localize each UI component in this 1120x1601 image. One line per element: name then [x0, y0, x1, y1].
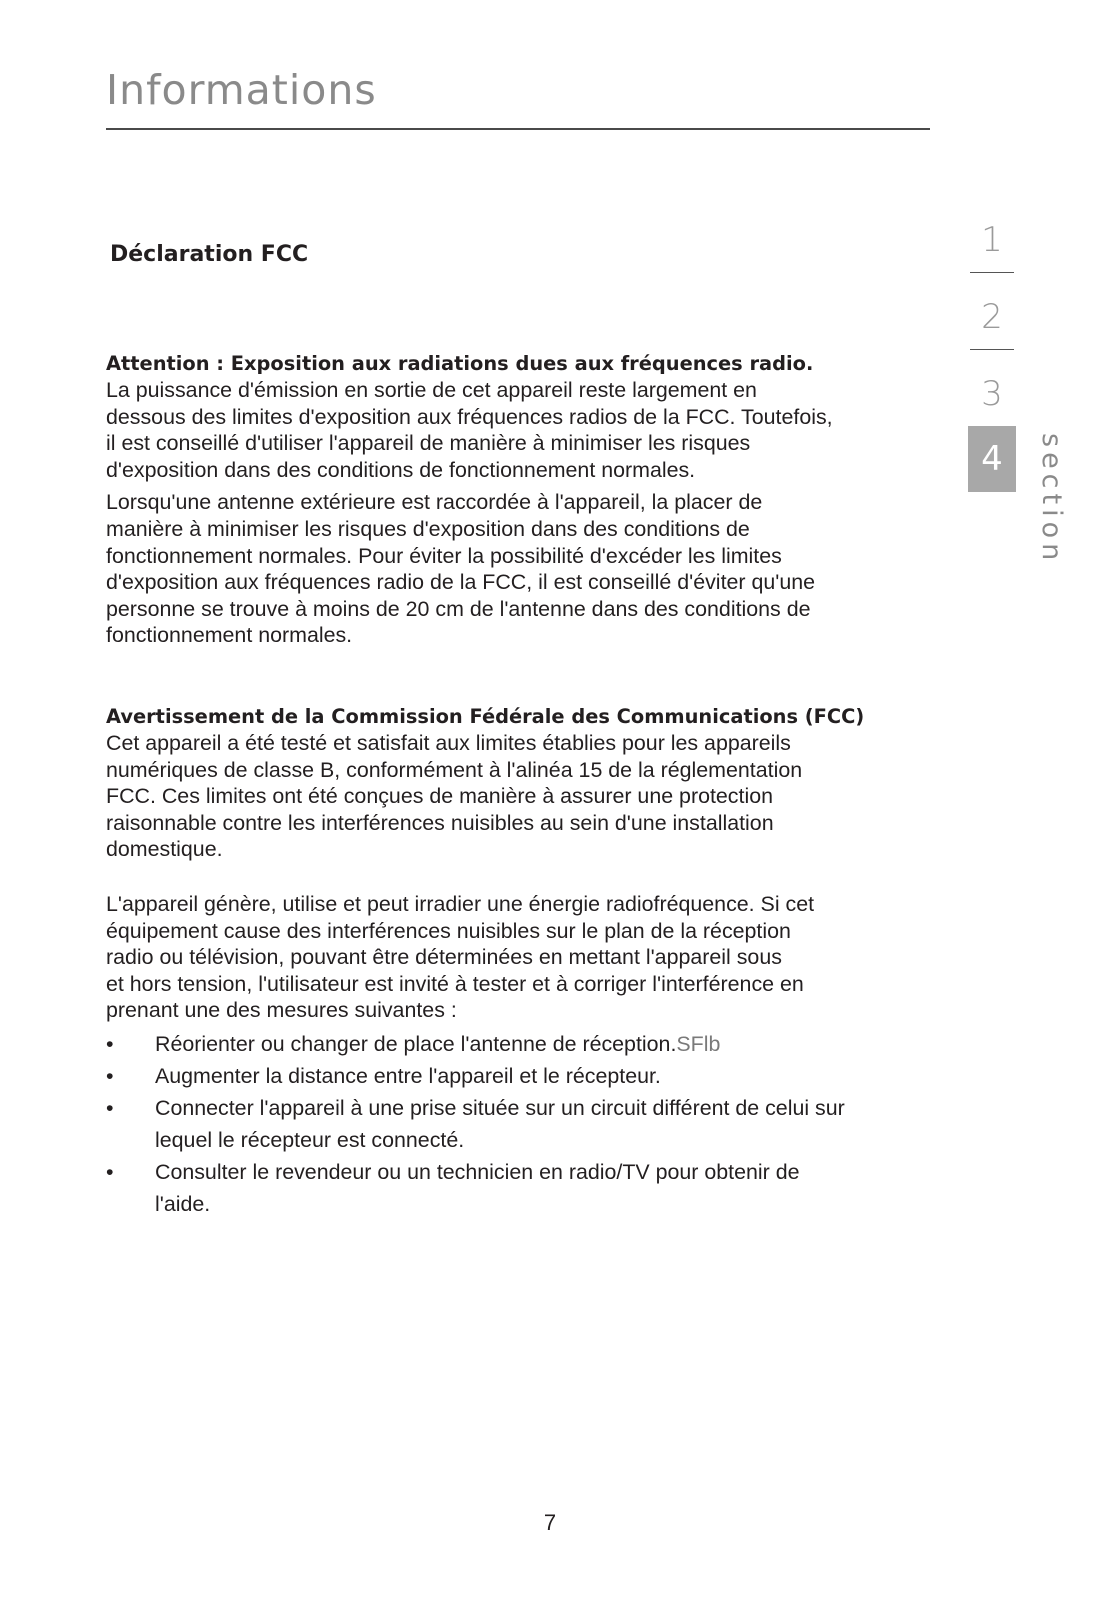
nav-divider: [970, 272, 1014, 273]
list-item-suffix: SFlb: [676, 1031, 721, 1056]
text-line: Cet appareil a été testé et satisfait aux limites établies pour les appareils: [106, 731, 791, 755]
list-item: [106, 1060, 936, 1092]
text-line: il est conseillé d'utiliser l'appareil de manière à minimiser les risques: [106, 431, 751, 456]
device-paragraph: [106, 891, 936, 1024]
section-nav-item-2[interactable]: 2: [981, 297, 1003, 337]
attention-paragraph-2: [106, 489, 936, 649]
attention-block: [106, 350, 936, 649]
list-item-text: Consulter le revendeur ou un technicien en radio/TV pour obtenir de: [155, 1159, 800, 1184]
text-line: fonctionnement normales. Pour éviter la possibilité d'excéder les limites: [106, 543, 782, 568]
list-item: [106, 1028, 936, 1060]
fcc-warning-heading: Avertissement de la Commission Fédérale des Communications (FCC): [106, 705, 865, 728]
text-line: FCC. Ces limites ont été conçues de manière à assurer une protection: [106, 784, 773, 809]
fcc-warning-paragraph: [106, 730, 936, 863]
fcc-warning-block: [106, 703, 936, 863]
page-title: Informations: [106, 66, 377, 114]
list-item-text: Augmenter la distance entre l'appareil et le récepteur.: [155, 1063, 661, 1088]
text-line: et hors tension, l'utilisateur est invité à tester et à corriger l'interférence en: [106, 971, 804, 996]
bullet-icon: •: [106, 1159, 114, 1184]
bullet-icon: •: [106, 1095, 114, 1120]
section-label: section: [1036, 433, 1067, 566]
page-number: 7: [543, 1510, 557, 1535]
bullet-icon: •: [106, 1063, 114, 1088]
nav-divider: [970, 349, 1014, 350]
text-line: fonctionnement normales.: [106, 623, 353, 648]
list-item-text: Réorienter ou changer de place l'antenne de réception.: [155, 1031, 677, 1056]
section-nav-item-4-active[interactable]: 4: [968, 426, 1016, 492]
text-line: prenant une des mesures suivantes :: [106, 998, 457, 1023]
list-item: [106, 1156, 936, 1220]
text-line: L'appareil génère, utilise et peut irradier une énergie radiofréquence. Si cet: [106, 892, 815, 916]
text-line: domestique.: [106, 837, 223, 862]
section-nav: [968, 212, 1016, 492]
text-line: personne se trouve à moins de 20 cm de l'antenne dans des conditions de: [106, 596, 811, 621]
section-nav-item-3[interactable]: 3: [981, 374, 1003, 414]
list-item: [106, 1092, 936, 1156]
text-line: La puissance d'émission en sortie de cet appareil reste largement en: [106, 378, 757, 402]
text-line: d'exposition aux fréquences radio de la FCC, il est conseillé d'éviter qu'une: [106, 570, 816, 595]
text-line: raisonnable contre les interférences nuisibles au sein d'une installation: [106, 810, 774, 835]
bullet-icon: •: [106, 1031, 114, 1056]
page-header: [106, 62, 930, 130]
text-line: manière à minimiser les risques d'exposition dans des conditions de: [106, 516, 750, 541]
section-title: Déclaration FCC: [110, 242, 309, 267]
device-block: [106, 891, 936, 1220]
text-line: équipement cause des interférences nuisibles sur le plan de la réception: [106, 918, 791, 943]
attention-paragraph-1: [106, 377, 936, 483]
section-nav-item-1[interactable]: 1: [981, 220, 1003, 260]
attention-heading: Attention : Exposition aux radiations dues aux fréquences radio.: [106, 352, 814, 375]
list-item-text: Connecter l'appareil à une prise située sur un circuit différent de celui sur: [155, 1095, 845, 1120]
text-line: numériques de classe B, conformément à l'alinéa 15 de la réglementation: [106, 757, 803, 782]
list-item-text: l'aide.: [155, 1191, 211, 1216]
measures-list: [106, 1028, 936, 1220]
text-line: radio ou télévision, pouvant être déterminées en mettant l'appareil sous: [106, 945, 782, 970]
text-line: Lorsqu'une antenne extérieure est raccordée à l'appareil, la placer de: [106, 490, 763, 515]
text-line: dessous des limites d'exposition aux fréquences radios de la FCC. Toutefois,: [106, 404, 833, 429]
text-line: d'exposition dans des conditions de fonctionnement normales.: [106, 457, 696, 482]
list-item-text: lequel le récepteur est connecté.: [155, 1127, 465, 1152]
